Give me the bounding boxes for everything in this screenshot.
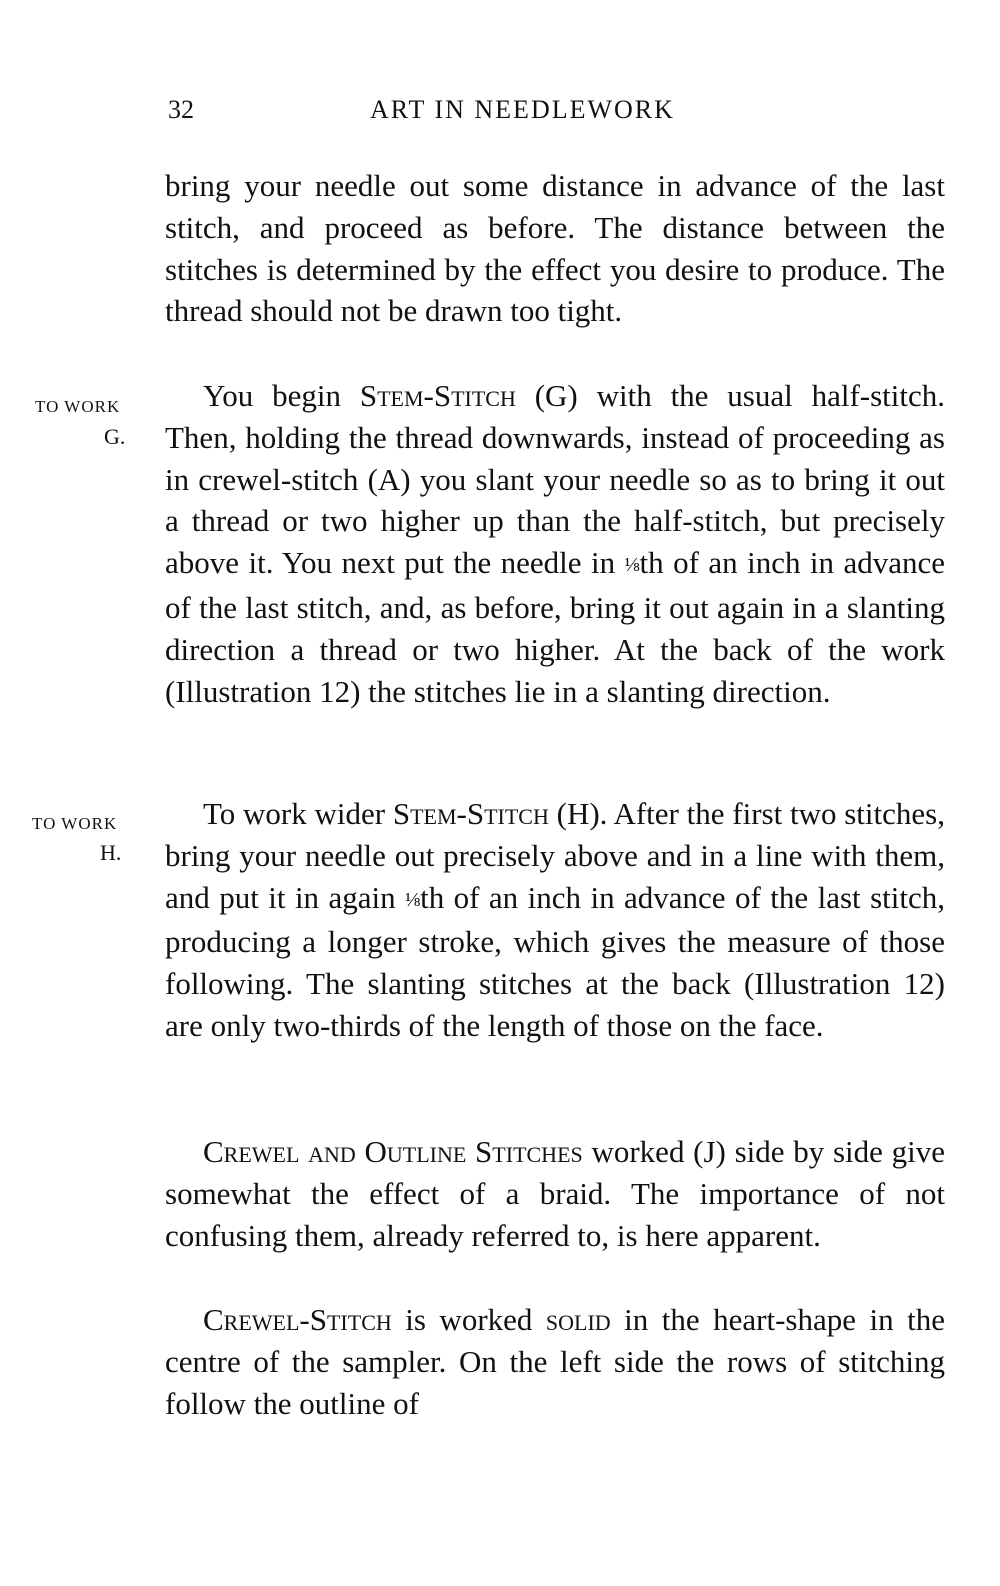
margin-note-label-g: TO WORK — [35, 397, 121, 416]
fraction-eighth: ⅛ — [624, 554, 640, 577]
page-header — [0, 95, 1000, 135]
margin-note-letter-g: G. — [104, 424, 126, 449]
fraction-eighth: ⅛ — [405, 888, 421, 911]
paragraph-text: Crewel-Stitch is worked solid in the heart-shape in the centre of the sampler. On the left side the rows of stitching follow the outline of — [165, 1302, 945, 1421]
term-solid: solid — [545, 1302, 611, 1337]
margin-note-label-h: TO WORK — [32, 814, 118, 833]
term-crewel-outline: Crewel and Outline Stitches — [203, 1134, 583, 1169]
paragraph-text: Crewel and Outline Stitches worked (J) side by side give somewhat the effect of a braid. The importance of not confusing them, already referred to, is here apparent. — [165, 1134, 945, 1253]
page-number: 32 — [168, 95, 194, 124]
paragraph-continuation — [165, 165, 945, 332]
term-stem-stitch: Stem-Stitch — [359, 378, 516, 413]
term-stem-stitch: Stem-Stitch — [392, 796, 549, 831]
term-crewel-stitch: Crewel-Stitch — [203, 1302, 392, 1337]
paragraph-text: To work wider Stem-Stitch (H). After the first two stitches, bring your needle out precisely above and in a line with them, and put it in again ⅛th of an inch in advance of the last stitch, producing a longer stroke, which gives the measure of those following. The slanting stitches at the back (Illustration 12) are only two-thirds of the length of those on the face. — [165, 796, 946, 1043]
margin-note-letter-h: H. — [100, 840, 122, 865]
paragraph-crewel-outline — [165, 1131, 945, 1256]
paragraph-stem-stitch-g — [165, 375, 945, 712]
paragraph-text: You begin Stem-Stitch (G) with the usual half-stitch. Then, holding the thread downwards, instead of proceeding as in crewel-stitch (A) you slant your needle so as to bring it out a thread or two higher up than the half-stitch, but precisely above it. You next put the needle in ⅛th of an inch in advance of the last stitch, and, as before, bring it out again in a slanting direction a thread or two higher. At the back of the work (Illustration 12) the stitches lie in a slanting direction. — [165, 378, 946, 709]
running-title: ART IN NEEDLEWORK — [370, 95, 675, 124]
paragraph-stem-stitch-h — [165, 793, 945, 1047]
paragraph-crewel-solid — [165, 1299, 945, 1424]
paragraph-text: bring your needle out some distance in advance of the last stitch, and proceed as before. The distance between the stitches is determined by the effect you desire to produce. The thread should not be drawn too tight. — [165, 168, 945, 329]
